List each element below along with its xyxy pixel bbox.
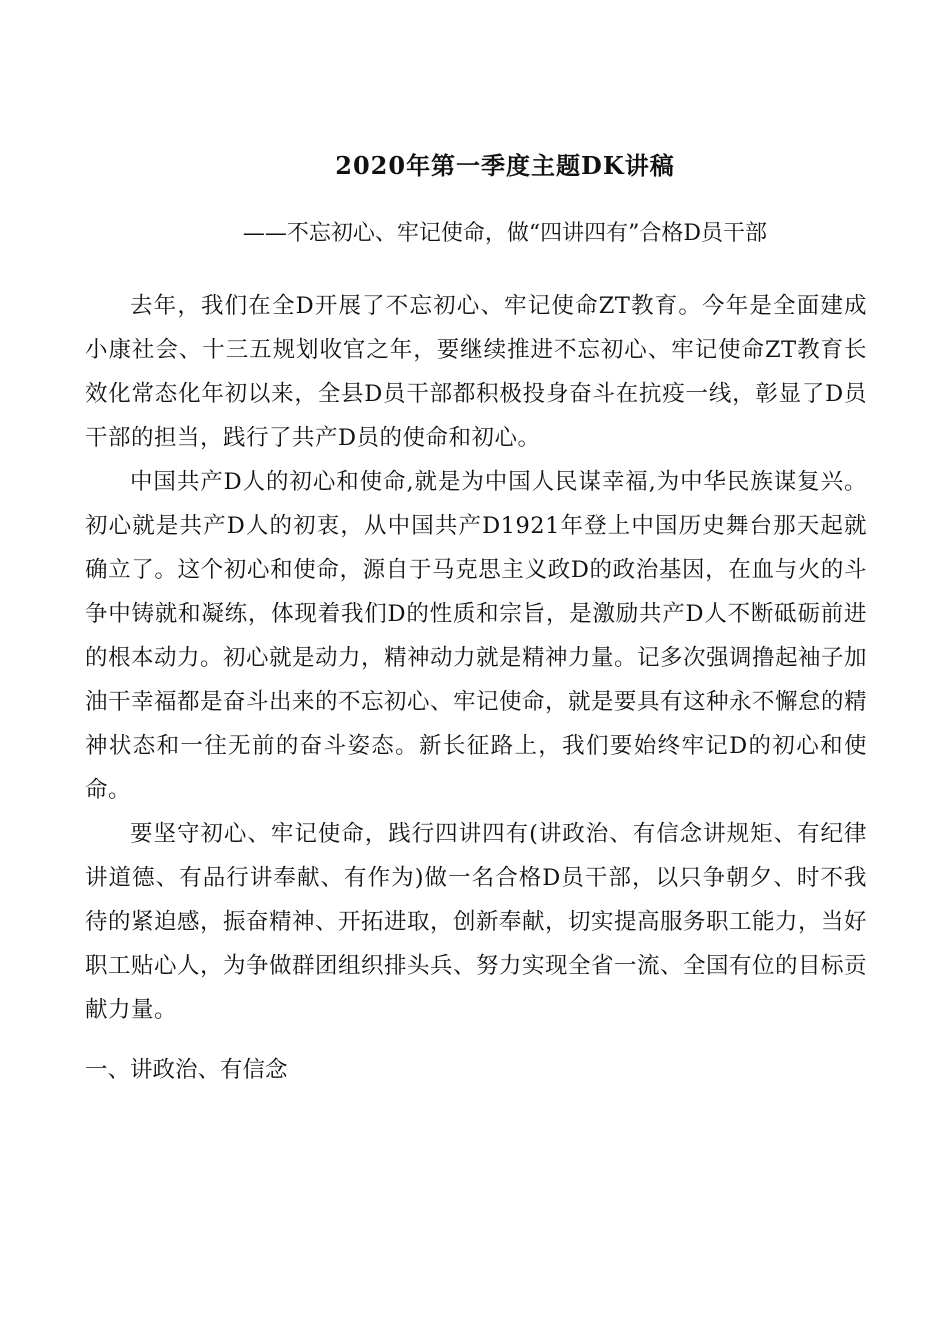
section-heading: 一、讲政治、有信念 bbox=[85, 1057, 288, 1083]
paragraph-2: 中国共产D人的初心和使命,就是为中国人民谋幸福,为中华民族谋复兴。初心就是共产D人的初衷，从中国共产D1921年登上中国历史舞台那天起就确立了。这个初心和使命，源自于马克思主义政D的政治基因，在血与火的斗争中铸就和凝练，体现着我们D的性质和宗旨，是激励共产D人不断砥砺前进的根本动力。初心就是动力，精神动力就是精神力量。记多次强调撸起袖子加油干幸福都是奋斗出来的不忘初心、牢记使命，就是要具有这种永不懈怠的精神状态和一往无前的奋斗姿态。新长征路上，我们要始终牢记D的初心和使命。 bbox=[85, 469, 868, 803]
document-body bbox=[85, 284, 867, 1032]
paragraph-3: 要坚守初心、牢记使命，践行四讲四有(讲政治、有信念讲规矩、有纪律讲道德、有品行讲奉献、有作为)做一名合格D员干部，以只争朝夕、时不我待的紧迫感，振奋精神、开拓进取，创新奉献，切实提高服务职工能力，当好职工贴心人，为争做群团组织排头兵、努力实现全省一流、全国有位的目标贡献力量。 bbox=[85, 821, 868, 1023]
document-subtitle: ——不忘初心、牢记使命，做“四讲四有”合格D员干部 bbox=[242, 221, 768, 246]
document-title: 2020年第一季度主题DK讲稿 bbox=[335, 151, 675, 180]
paragraph-1: 去年，我们在全D开展了不忘初心、牢记使命ZT教育。今年是全面建成小康社会、十三五规划收官之年，要继续推进不忘初心、牢记使命ZT教育长效化常态化年初以来，全县D员干部都积极投身奋斗在抗疫一线，彰显了D员干部的担当，践行了共产D员的使命和初心。 bbox=[85, 293, 867, 451]
